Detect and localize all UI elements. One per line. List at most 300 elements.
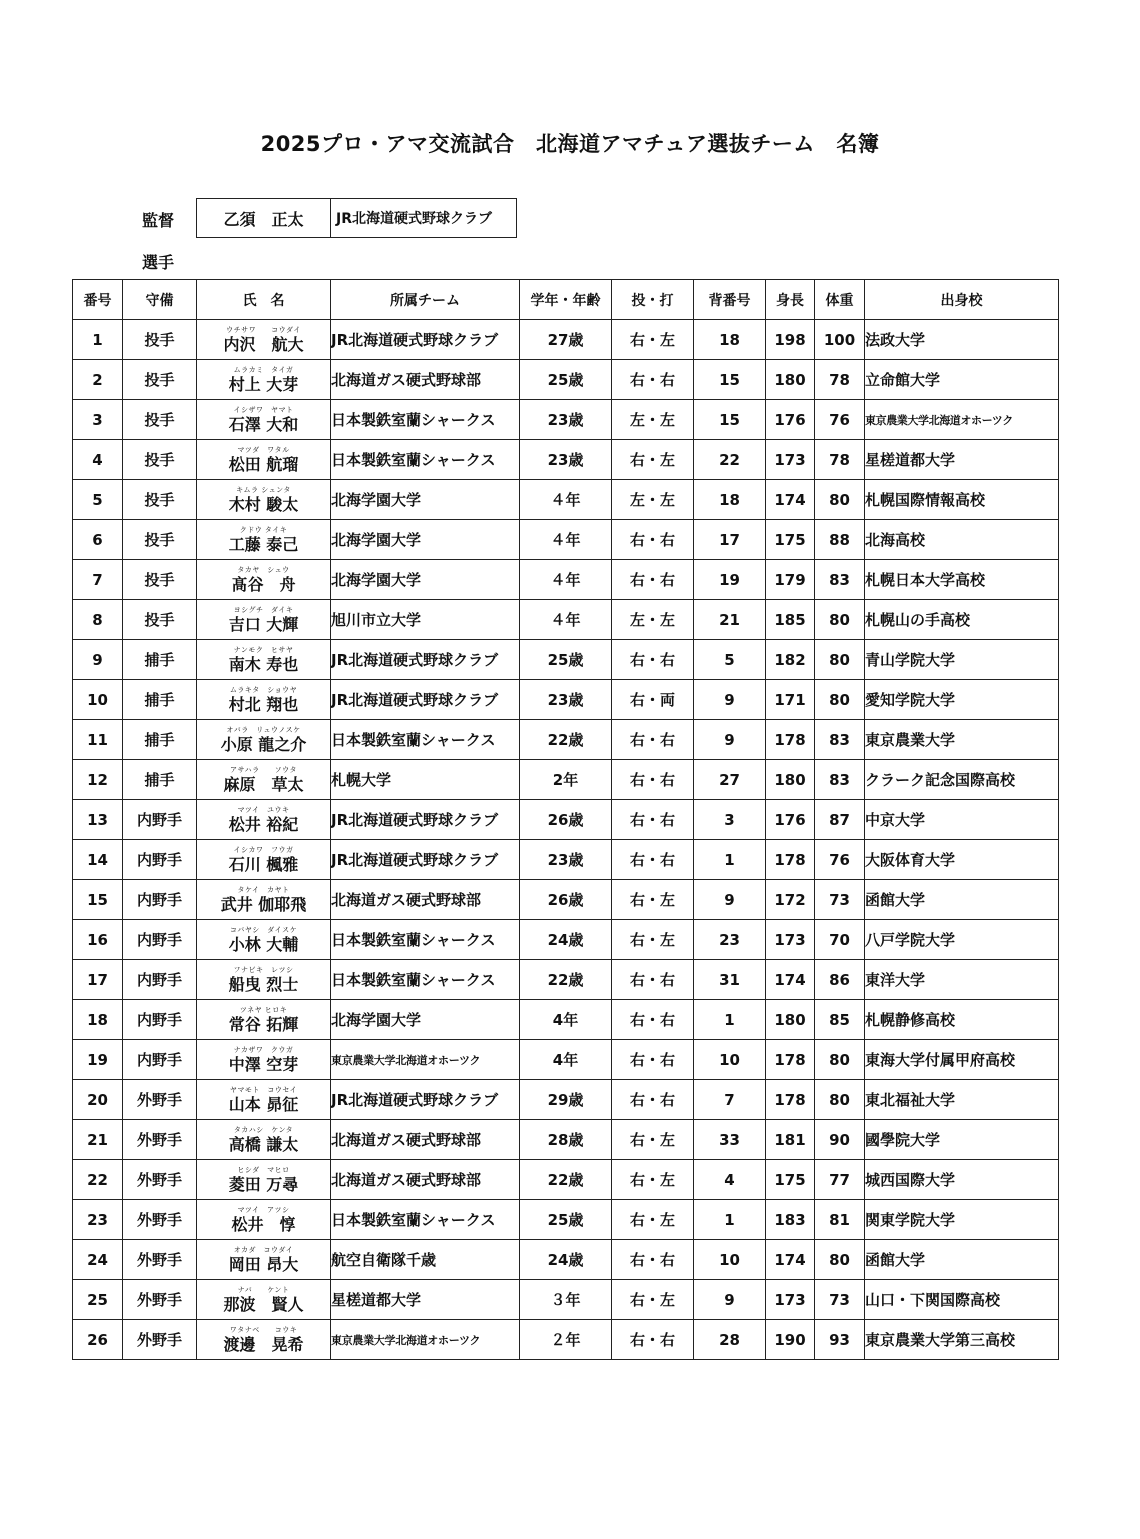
player-uniform-number: 4 [694,1160,766,1200]
player-name-cell [197,560,331,600]
table-row [73,720,1059,760]
player-throw-bat: 右・左 [612,920,694,960]
player-team: 北海道ガス硬式野球部 [331,880,520,920]
player-grade-age: 4年 [520,1000,612,1040]
player-name-cell [197,1040,331,1080]
player-grade-age: 28歳 [520,1120,612,1160]
player-number: 9 [73,640,123,680]
player-weight: 90 [815,1120,865,1160]
player-name-reading: フナビキ レツシ [233,965,294,974]
player-name: 村北 翔也 [228,694,299,714]
player-school: 東京農業大学北海道オホーツク [865,400,1059,440]
player-team: 札幌大学 [331,760,520,800]
table-row [73,600,1059,640]
player-name-reading: アサハラ ソウタ [229,765,297,774]
table-row [73,920,1059,960]
manager-name: 乙須 正太 [197,199,331,237]
player-school: 北海高校 [865,520,1059,560]
player-team: JR北海道硬式野球クラブ [331,800,520,840]
player-school: 城西国際大学 [865,1160,1059,1200]
player-position: 投手 [123,600,197,640]
player-height: 178 [766,1080,815,1120]
table-row [73,480,1059,520]
player-school: 函館大学 [865,880,1059,920]
header-school: 出身校 [865,280,1059,320]
player-school: 東北福祉大学 [865,1080,1059,1120]
table-row [73,320,1059,360]
player-name-cell [197,480,331,520]
player-grade-age: 22歳 [520,960,612,1000]
roster-table [72,279,1059,1360]
player-height: 181 [766,1120,815,1160]
player-number: 6 [73,520,123,560]
player-team: 北海道ガス硬式野球部 [331,1160,520,1200]
player-weight: 85 [815,1000,865,1040]
player-name-reading: イシザワ ヤマト [233,405,294,414]
player-name-reading: マツダ ワタル [237,445,290,454]
player-number: 23 [73,1200,123,1240]
player-name: 工藤 泰己 [228,534,299,554]
player-uniform-number: 15 [694,360,766,400]
player-name-reading: ムラカミ タイガ [233,365,294,374]
player-grade-age: ４年 [520,480,612,520]
header-height: 身長 [766,280,815,320]
player-name: 松井 裕紀 [228,814,299,834]
player-school: 山口・下関国際高校 [865,1280,1059,1320]
player-team: JR北海道硬式野球クラブ [331,840,520,880]
table-row [73,640,1059,680]
player-height: 198 [766,320,815,360]
player-team: 日本製鉄室蘭シャークス [331,400,520,440]
player-grade-age: ４年 [520,600,612,640]
player-uniform-number: 1 [694,1200,766,1240]
player-team: 北海学園大学 [331,560,520,600]
player-number: 18 [73,1000,123,1040]
manager-label: 監督 [142,211,175,230]
table-row [73,520,1059,560]
player-name-cell [197,960,331,1000]
player-height: 185 [766,600,815,640]
player-uniform-number: 9 [694,720,766,760]
player-throw-bat: 右・左 [612,1200,694,1240]
player-grade-age: 24歳 [520,920,612,960]
player-throw-bat: 右・右 [612,760,694,800]
player-team: 日本製鉄室蘭シャークス [331,960,520,1000]
player-number: 13 [73,800,123,840]
player-grade-age: 25歳 [520,360,612,400]
player-grade-age: 22歳 [520,1160,612,1200]
player-grade-age: ４年 [520,520,612,560]
player-name-cell [197,400,331,440]
player-number: 1 [73,320,123,360]
player-name-cell [197,720,331,760]
player-uniform-number: 1 [694,840,766,880]
player-school: 札幌山の手高校 [865,600,1059,640]
player-weight: 80 [815,640,865,680]
manager-box [196,198,517,238]
header-uniform-number: 背番号 [694,280,766,320]
roster-header-row [73,280,1059,320]
player-height: 176 [766,800,815,840]
player-number: 25 [73,1280,123,1320]
player-position: 投手 [123,400,197,440]
player-weight: 100 [815,320,865,360]
player-name-cell [197,440,331,480]
player-name: 小原 龍之介 [220,734,307,754]
player-position: 外野手 [123,1280,197,1320]
player-position: 内野手 [123,920,197,960]
player-throw-bat: 右・右 [612,360,694,400]
player-uniform-number: 10 [694,1040,766,1080]
player-team: 東京農業大学北海道オホーツク [331,1320,520,1360]
player-throw-bat: 右・右 [612,1240,694,1280]
player-weight: 93 [815,1320,865,1360]
player-name-reading: ナカザワ クウガ [233,1045,294,1054]
player-name-cell [197,1160,331,1200]
player-weight: 76 [815,840,865,880]
player-name: 村上 大芽 [228,374,299,394]
player-number: 15 [73,880,123,920]
player-uniform-number: 9 [694,880,766,920]
player-school: 札幌静修高校 [865,1000,1059,1040]
player-name: 松井 惇 [231,1214,296,1234]
player-uniform-number: 1 [694,1000,766,1040]
player-name-reading: タカハシ ケンタ [233,1125,294,1134]
player-height: 180 [766,360,815,400]
player-position: 外野手 [123,1080,197,1120]
player-throw-bat: 右・右 [612,640,694,680]
player-name-reading: イシカワ フウガ [233,845,294,854]
player-name-cell [197,520,331,560]
player-height: 174 [766,960,815,1000]
player-team: 星槎道都大学 [331,1280,520,1320]
player-uniform-number: 22 [694,440,766,480]
page-title: 2025プロ・アマ交流試合 北海道アマチュア選抜チーム 名簿 [260,132,880,156]
player-uniform-number: 18 [694,480,766,520]
player-school: 青山学院大学 [865,640,1059,680]
player-team: 日本製鉄室蘭シャークス [331,440,520,480]
player-number: 16 [73,920,123,960]
player-position: 内野手 [123,840,197,880]
player-uniform-number: 18 [694,320,766,360]
player-weight: 80 [815,680,865,720]
player-school: 法政大学 [865,320,1059,360]
player-uniform-number: 9 [694,680,766,720]
player-name-reading: タカヤ シュウ [237,565,290,574]
player-position: 投手 [123,520,197,560]
player-height: 175 [766,520,815,560]
player-number: 14 [73,840,123,880]
player-name: 小林 大輔 [228,934,299,954]
player-position: 内野手 [123,800,197,840]
table-row [73,1040,1059,1080]
player-name-reading: タケイ カヤト [237,885,290,894]
player-team: JR北海道硬式野球クラブ [331,320,520,360]
player-number: 2 [73,360,123,400]
player-name: 菱田 万尋 [228,1174,299,1194]
player-uniform-number: 7 [694,1080,766,1120]
player-weight: 81 [815,1200,865,1240]
header-name: 氏 名 [197,280,331,320]
player-number: 19 [73,1040,123,1080]
player-throw-bat: 右・左 [612,1280,694,1320]
player-height: 178 [766,1040,815,1080]
player-height: 179 [766,560,815,600]
header-throw-bat: 投・打 [612,280,694,320]
table-row [73,680,1059,720]
player-weight: 83 [815,760,865,800]
player-name: 麻原 草太 [223,774,304,794]
player-grade-age: 23歳 [520,440,612,480]
player-name: 渡邊 晃希 [223,1334,304,1354]
player-school: 函館大学 [865,1240,1059,1280]
player-uniform-number: 19 [694,560,766,600]
player-name: 内沢 航大 [223,334,304,354]
player-position: 投手 [123,440,197,480]
player-school: 中京大学 [865,800,1059,840]
player-uniform-number: 27 [694,760,766,800]
player-name-cell [197,1240,331,1280]
player-grade-age: 27歳 [520,320,612,360]
player-number: 7 [73,560,123,600]
table-row [73,960,1059,1000]
player-name-cell [197,600,331,640]
player-name-cell [197,320,331,360]
table-row [73,400,1059,440]
player-uniform-number: 15 [694,400,766,440]
players-label: 選手 [142,253,175,272]
player-team: 北海学園大学 [331,480,520,520]
player-height: 180 [766,760,815,800]
table-row [73,1120,1059,1160]
player-number: 20 [73,1080,123,1120]
player-name: 岡田 昂大 [228,1254,299,1274]
player-name-reading: コバヤシ ダイスケ [229,925,298,934]
player-height: 190 [766,1320,815,1360]
player-name-cell [197,840,331,880]
player-uniform-number: 28 [694,1320,766,1360]
player-team: 航空自衛隊千歳 [331,1240,520,1280]
player-number: 26 [73,1320,123,1360]
player-throw-bat: 左・左 [612,400,694,440]
player-weight: 78 [815,440,865,480]
player-name-reading: ムラキタ ショウヤ [229,685,298,694]
player-name-reading: ウチサワ コウダイ [226,325,301,334]
player-school: 東洋大学 [865,960,1059,1000]
player-height: 182 [766,640,815,680]
player-weight: 88 [815,520,865,560]
player-name-cell [197,920,331,960]
table-row [73,1000,1059,1040]
player-throw-bat: 右・左 [612,320,694,360]
player-position: 外野手 [123,1160,197,1200]
player-grade-age: ３年 [520,1280,612,1320]
player-height: 171 [766,680,815,720]
player-throw-bat: 右・右 [612,720,694,760]
player-name: 中澤 空芽 [228,1054,299,1074]
table-row [73,1320,1059,1360]
player-grade-age: ４年 [520,560,612,600]
player-throw-bat: 右・右 [612,960,694,1000]
player-name: 木村 駿太 [228,494,299,514]
header-position: 守備 [123,280,197,320]
player-uniform-number: 3 [694,800,766,840]
table-row [73,1280,1059,1320]
player-throw-bat: 右・右 [612,800,694,840]
player-height: 178 [766,720,815,760]
player-weight: 83 [815,560,865,600]
player-throw-bat: 右・右 [612,840,694,880]
player-throw-bat: 右・左 [612,1120,694,1160]
player-uniform-number: 9 [694,1280,766,1320]
player-weight: 80 [815,1080,865,1120]
player-grade-age: 23歳 [520,400,612,440]
player-position: 捕手 [123,640,197,680]
player-throw-bat: 右・右 [612,560,694,600]
player-throw-bat: 左・左 [612,480,694,520]
player-position: 外野手 [123,1120,197,1160]
player-throw-bat: 右・右 [612,1080,694,1120]
player-name: 髙谷 舟 [231,574,296,594]
player-weight: 73 [815,1280,865,1320]
player-throw-bat: 右・左 [612,1160,694,1200]
table-row [73,1080,1059,1120]
player-name-reading: オバラ リュウノスケ [226,725,301,734]
player-number: 12 [73,760,123,800]
player-school: 札幌日本大学高校 [865,560,1059,600]
player-grade-age: 25歳 [520,1200,612,1240]
player-grade-age: 26歳 [520,880,612,920]
player-position: 捕手 [123,680,197,720]
player-weight: 78 [815,360,865,400]
player-throw-bat: 右・右 [612,520,694,560]
player-school: 國學院大学 [865,1120,1059,1160]
player-name-reading: マツイ ユウキ [237,805,290,814]
player-weight: 77 [815,1160,865,1200]
player-grade-age: 4年 [520,1040,612,1080]
player-name-reading: ツネヤ ヒロキ [239,1005,288,1014]
player-name: 松田 航瑠 [228,454,299,474]
player-name: 高橋 謙太 [228,1134,299,1154]
player-school: 東京農業大学 [865,720,1059,760]
player-height: 173 [766,440,815,480]
player-position: 内野手 [123,1000,197,1040]
player-name-cell [197,760,331,800]
player-position: 内野手 [123,1040,197,1080]
player-throw-bat: 右・右 [612,1320,694,1360]
player-number: 5 [73,480,123,520]
player-name-reading: ヒシダ マヒロ [237,1165,290,1174]
player-height: 174 [766,480,815,520]
table-row [73,1160,1059,1200]
player-grade-age: 22歳 [520,720,612,760]
player-name-reading: ナバ ケント [237,1285,290,1294]
player-uniform-number: 17 [694,520,766,560]
player-height: 175 [766,1160,815,1200]
header-weight: 体重 [815,280,865,320]
player-number: 10 [73,680,123,720]
player-position: 投手 [123,360,197,400]
player-school: 東京農業大学第三高校 [865,1320,1059,1360]
player-position: 投手 [123,480,197,520]
player-name-cell [197,1320,331,1360]
table-row [73,880,1059,920]
player-name-reading: ヨシグチ ダイキ [233,605,294,614]
player-uniform-number: 31 [694,960,766,1000]
player-position: 外野手 [123,1240,197,1280]
player-number: 17 [73,960,123,1000]
player-position: 内野手 [123,960,197,1000]
player-team: 北海道ガス硬式野球部 [331,1120,520,1160]
player-weight: 80 [815,1240,865,1280]
player-team: 旭川市立大学 [331,600,520,640]
player-uniform-number: 10 [694,1240,766,1280]
player-height: 174 [766,1240,815,1280]
player-grade-age: 2年 [520,760,612,800]
header-team: 所属チーム [331,280,520,320]
player-weight: 87 [815,800,865,840]
player-name: 石澤 大和 [228,414,299,434]
player-school: 八戸学院大学 [865,920,1059,960]
player-throw-bat: 右・左 [612,880,694,920]
table-row [73,1240,1059,1280]
player-team: 日本製鉄室蘭シャークス [331,1200,520,1240]
player-team: 東京農業大学北海道オホーツク [331,1040,520,1080]
table-row [73,760,1059,800]
player-name-cell [197,880,331,920]
player-uniform-number: 33 [694,1120,766,1160]
table-row [73,840,1059,880]
player-name-cell [197,360,331,400]
player-school: 星槎道都大学 [865,440,1059,480]
player-position: 投手 [123,560,197,600]
player-position: 捕手 [123,720,197,760]
player-name-reading: ナンモク ヒサヤ [233,645,294,654]
player-name: 吉口 大輝 [228,614,299,634]
player-school: 愛知学院大学 [865,680,1059,720]
player-position: 外野手 [123,1320,197,1360]
player-school: 大阪体育大学 [865,840,1059,880]
player-position: 外野手 [123,1200,197,1240]
player-team: 北海学園大学 [331,520,520,560]
player-uniform-number: 5 [694,640,766,680]
table-row [73,800,1059,840]
player-grade-age: 29歳 [520,1080,612,1120]
player-name-reading: クドウ タイキ [239,525,288,534]
player-position: 内野手 [123,880,197,920]
player-school: 東海大学付属甲府高校 [865,1040,1059,1080]
player-number: 21 [73,1120,123,1160]
player-grade-age: 24歳 [520,1240,612,1280]
player-name-cell [197,1120,331,1160]
player-grade-age: ２年 [520,1320,612,1360]
table-row [73,1200,1059,1240]
player-school: 関東学院大学 [865,1200,1059,1240]
player-name-cell [197,800,331,840]
player-throw-bat: 左・左 [612,600,694,640]
player-team: JR北海道硬式野球クラブ [331,680,520,720]
player-team: 北海学園大学 [331,1000,520,1040]
player-height: 173 [766,1280,815,1320]
player-name-cell [197,640,331,680]
player-height: 183 [766,1200,815,1240]
player-number: 4 [73,440,123,480]
roster-body [73,320,1059,1360]
player-name: 山本 昴征 [228,1094,299,1114]
player-number: 11 [73,720,123,760]
player-grade-age: 23歳 [520,680,612,720]
player-grade-age: 23歳 [520,840,612,880]
